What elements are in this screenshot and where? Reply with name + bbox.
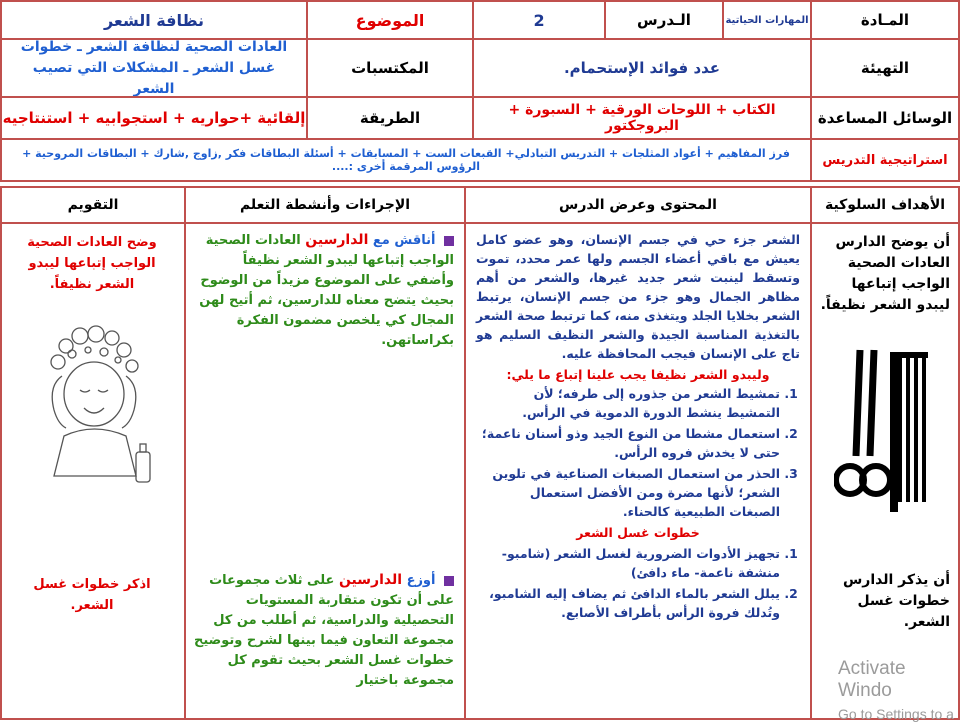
lesson-value: 2 [472,0,606,40]
procedures-column [184,222,466,720]
content-list-2 [476,544,800,622]
evaluation-column [0,222,186,720]
procedure-2-text: على ثلاث مجموعات على أن تكون متقاربة المستويات التحصيلية والدراسية، ثم أطلب من كل مجموعة التعاون فيما بينها لشرح وتوضيح خطوات غسل الشعر بحيث تقوم كل مجموعة باختيار [193,573,454,688]
topic-label: الموضوع [306,0,474,40]
arrow-bullet-icon [444,576,454,586]
procedure-1 [194,230,454,351]
content-intro: الشعر جزء حي في جسم الإنسان، وهو عضو كامل يعيش مع باقي أعضاء الجسم ولها عمر محدد، تموت وتسقط لينبت شعر جديد غيرها، والشعر من أهم مظاهر الجمال وهو جزء من جسم الإنسان، يرتبط الشعر بخلايا الجلد ويتغذى منه، كما ترتبط صحة الشعر بالتغذية المناسبة الجيدة والشعر النظيف السليم هو تاج على الإنسان فيجب المحافظة عليه. [476,232,800,361]
list-item: 2. استعمال مشطا من النوع الجيد وذو أسنان ناعمة؛ حتى لا يخدش فروه الرأس. [476,424,780,462]
aids-label: الوسائل المساعدة [810,96,960,140]
arrow-bullet-icon [444,236,454,246]
lesson-label: الـدرس [604,0,724,40]
aids-value: الكتاب + اللوحات الورقية + السبورة + البروجكتور [472,96,812,140]
intro-label: التهيئة [810,38,960,98]
watermark-line-2: Go to Settings to a [838,706,954,722]
windows-activation-watermark [838,658,960,722]
objective-2: أن يذكر الدارس خطوات غسل الشعر. [842,572,950,630]
list-item: 1. تمشيط الشعر من جذوره إلى طرفه؛ لأن التمشيط ينشط الدورة الدموية في الرأس. [476,384,780,422]
topic-value: نظافة الشعر [0,0,308,40]
content-column [464,222,812,720]
method-value: إلقائية +حواريه + استجوابيه + استنتاجيه [0,96,308,140]
evaluation-1: وضح العادات الصحية الواجب إتباعها ليبدو الشعر نظيفاً. [27,235,157,292]
procedure-1-lead: أناقش مع [372,233,436,248]
strategy-label: استراتيجية التدريس [810,138,960,182]
intro-value: عدد فوائد الإستحمام. [472,38,812,98]
strategy-value: فرز المفاهيم + أعواد المثلجات + التدريس التبادلي+ القبعات الست + المسابقات + أسئلة البطاقات فكر ,زاوج ,شارك + البطاقات المروحية + الرؤوس المرقمة أخرى :.... [0,138,812,182]
procedure-1-learners: الدارسين [305,232,369,248]
watermark-line-1: Activate Windo [838,658,906,701]
content-heading-2: خطوات غسل الشعر [576,525,700,540]
list-item: 3. الحذر من استعمال الصبغات الصناعية في تلوين الشعر؛ لأنها مضرة ومن الأفضل استعمال الصبغات الطبيعية كالحناء. [476,464,780,521]
evaluation-2: اذكر خطوات غسل الشعر. [33,577,151,613]
subject-label: المـادة [810,0,960,40]
col-procedures: الإجراءات وأنشطة التعلم [184,186,466,224]
outcomes-label: المكتسبات [306,38,474,98]
list-item: 1. تجهيز الأدوات الضرورية لغسل الشعر (شامبو- منشفة ناعمة- ماء دافئ) [476,544,780,582]
col-objectives: الأهداف السلوكية [810,186,960,224]
procedure-1-text: العادات الصحية الواجب إتباعها ليبدو الشعر نظيفاً وأضفي على الموضوع مزيداً من الوضوح بحيث يتضح معناه للدارسين، ثم أتيح لهن المجال كي يلخصن مضمون الفكرة بكراساتهن. [199,233,454,348]
procedure-2 [192,570,454,691]
objective-1: أن يوضح الدارس العادات الصحية الواجب إتباعها ليبدو الشعر نظيفاً. [820,234,950,313]
comb-scissors-icon [834,346,934,516]
subject-value: المهارات الحياتية [722,0,812,40]
content-heading-1: وليبدو الشعر نظيفا يجب علينا إتباع ما يلي: [506,367,770,382]
col-evaluation: التقويم [0,186,186,224]
content-list-1 [476,384,800,521]
hair-washing-illustration [36,324,156,504]
method-label: الطريقة [306,96,474,140]
procedure-2-lead: أوزع [406,573,436,588]
procedure-2-learners: الدارسين [338,572,403,588]
list-item: 2. يبلل الشعر بالماء الدافئ ثم يضاف إليه الشامبو، وتُدلك فروة الرأس بأطراف الأصابع. [476,584,780,622]
col-content: المحتوى وعرض الدرس [464,186,812,224]
outcomes-value: العادات الصحية لنظافة الشعر ـ خطوات غسل الشعر ـ المشكلات التي تصيب الشعر [0,38,308,98]
objectives-column [810,222,960,720]
